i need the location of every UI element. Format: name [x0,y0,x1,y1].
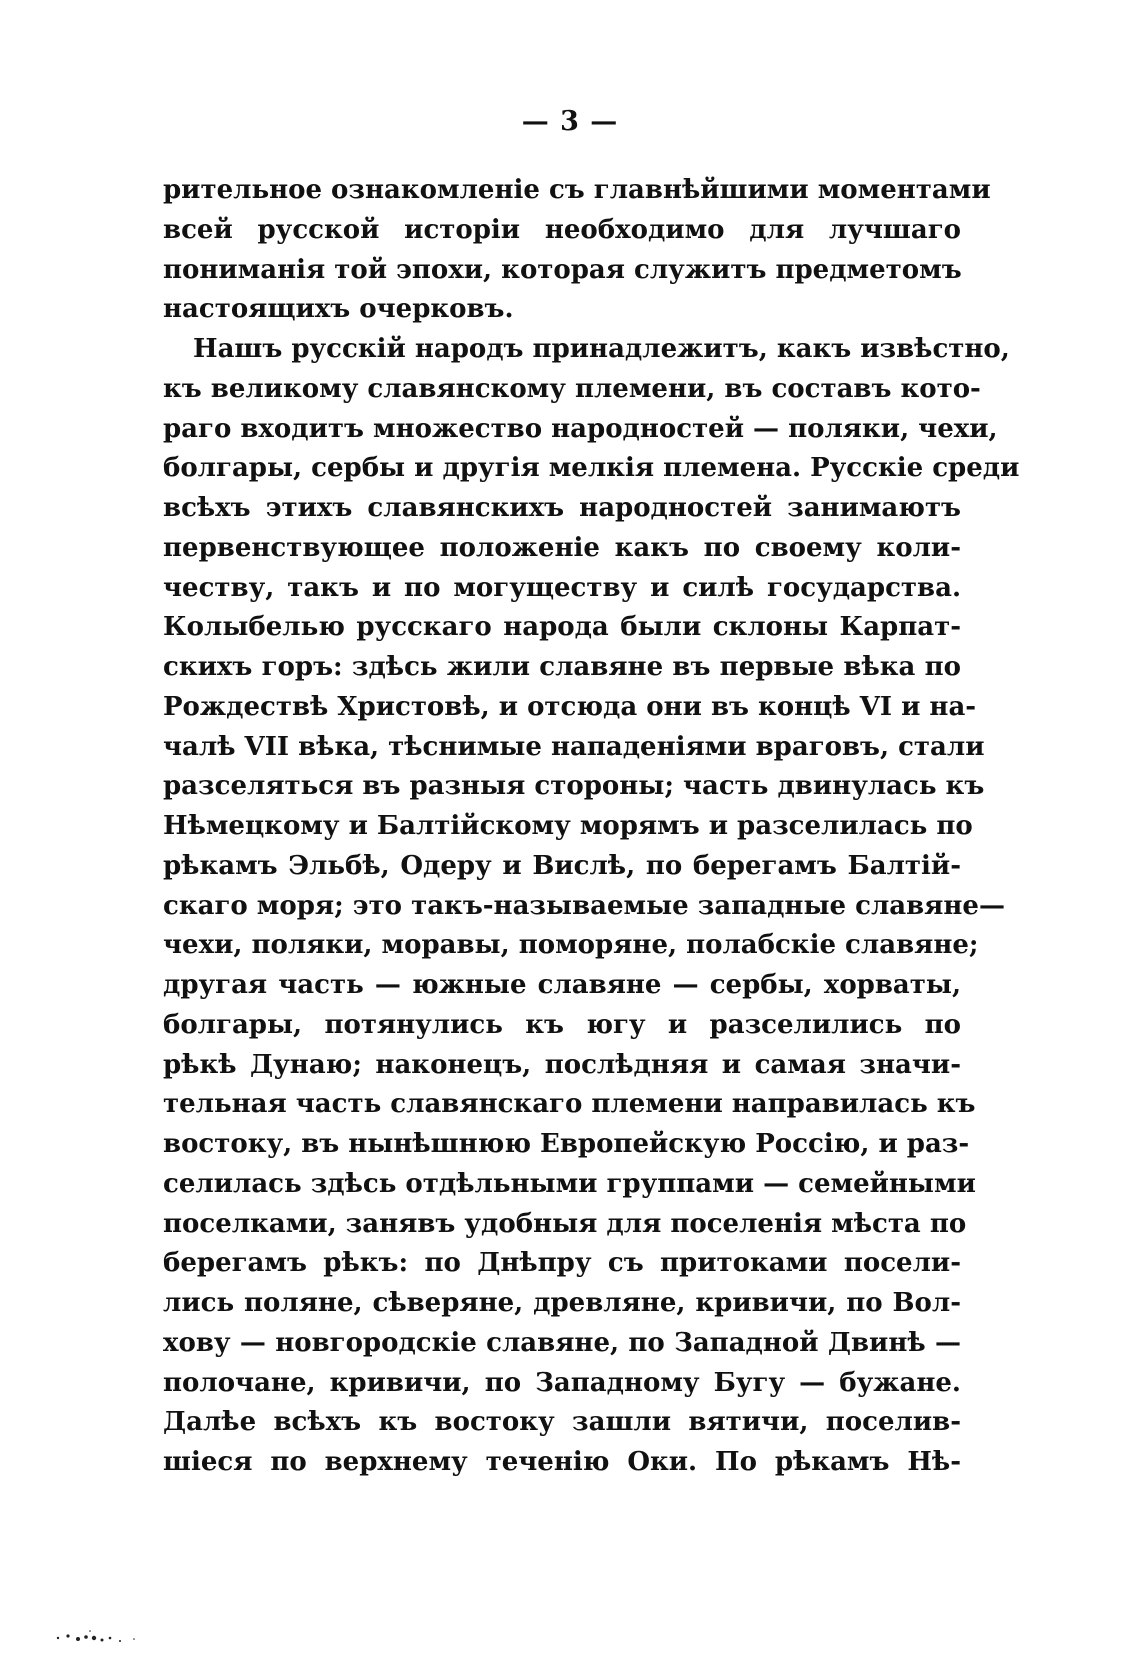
text-line: скихъ горъ: здѣсь жили славяне въ первые вѣка по [163,652,961,682]
text-line: чалѣ VII вѣка, тѣснимые нападеніями враговъ, стали [163,731,985,762]
text-line: Рождествѣ Христовѣ, и отсюда они въ концѣ VI и на- [163,691,977,722]
text-line: болгары, потянулись къ югу и разселились по [163,1009,961,1040]
text-line: Далѣе всѣхъ къ востоку зашли вятичи, поселив- [163,1407,961,1438]
text-line: разселяться въ разныя стороны; часть двинулась къ [163,771,985,802]
text-line: рѣкамъ Эльбѣ, Одеру и Вислѣ, по берегамъ Балтій- [163,850,961,881]
text-line: рѣкѣ Дунаю; наконецъ, послѣдняя и самая значи- [163,1049,961,1080]
text-line: Нѣмецкому и Балтійскому морямъ и разселилась по [163,811,973,841]
page-number: — 3 — [521,106,619,137]
text-line: чехи, поляки, моравы, поморяне, полабскіе славяне; [163,930,979,961]
paragraph-2 [163,330,1020,1483]
text-line: пониманія той эпохи, которая служитъ предметомъ [163,254,962,285]
text-line: тельная часть славянскаго племени направилась къ [163,1089,976,1120]
text-line: хову — новгородскіе славяне, по Западной Двинѣ — [163,1327,961,1358]
text-line: настоящихъ очерковъ. [163,294,514,325]
text-line: честву, такъ и по могуществу и силѣ государства. [163,572,961,603]
text-line: раго входитъ множество народностей — поляки, чехи, [163,413,998,444]
text-line: всѣхъ этихъ славянскихъ народностей занимаютъ [163,493,961,523]
paragraph-1 [163,171,991,330]
text-line: лись поляне, сѣверяне, древляне, кривичи, по Вол- [163,1288,961,1318]
text-line: востоку, въ нынѣшнюю Европейскую Россію, и раз- [163,1129,970,1159]
text-line: селилась здѣсь отдѣльными группами — семейными [163,1168,976,1199]
text-line: Нашъ русскій народъ принадлежитъ, какъ извѣстно, [193,334,1010,364]
text-line: къ великому славянскому племени, въ составъ кото- [163,373,981,404]
text-line: болгары, сербы и другія мелкія племена. Русскіе среди [163,453,1020,484]
text-line: первенствующее положеніе какъ по своему коли- [163,532,961,563]
text-line: шіеся по верхнему теченію Оки. По рѣкамъ Нѣ- [163,1447,961,1477]
scan-specks [50,1626,170,1646]
text-line: берегамъ рѣкъ: по Днѣпру съ притоками посели- [163,1248,961,1279]
text-line: Колыбелью русскаго народа были склоны Карпат- [163,612,961,643]
text-line: рительное ознакомленіе съ главнѣйшими моментами [163,175,991,205]
body-text [163,171,1020,1483]
text-line: скаго моря; это такъ-называемые западные славяне— [163,890,1005,921]
text-line: всей русской исторіи необходимо для лучшаго [163,214,961,245]
text-line: полочане, кривичи, по Западному Бугу — бужане. [163,1367,961,1398]
text-line: другая часть — южные славяне — сербы, хорваты, [163,970,961,1000]
text-line: поселками, занявъ удобныя для поселенія мѣста по [163,1208,967,1239]
